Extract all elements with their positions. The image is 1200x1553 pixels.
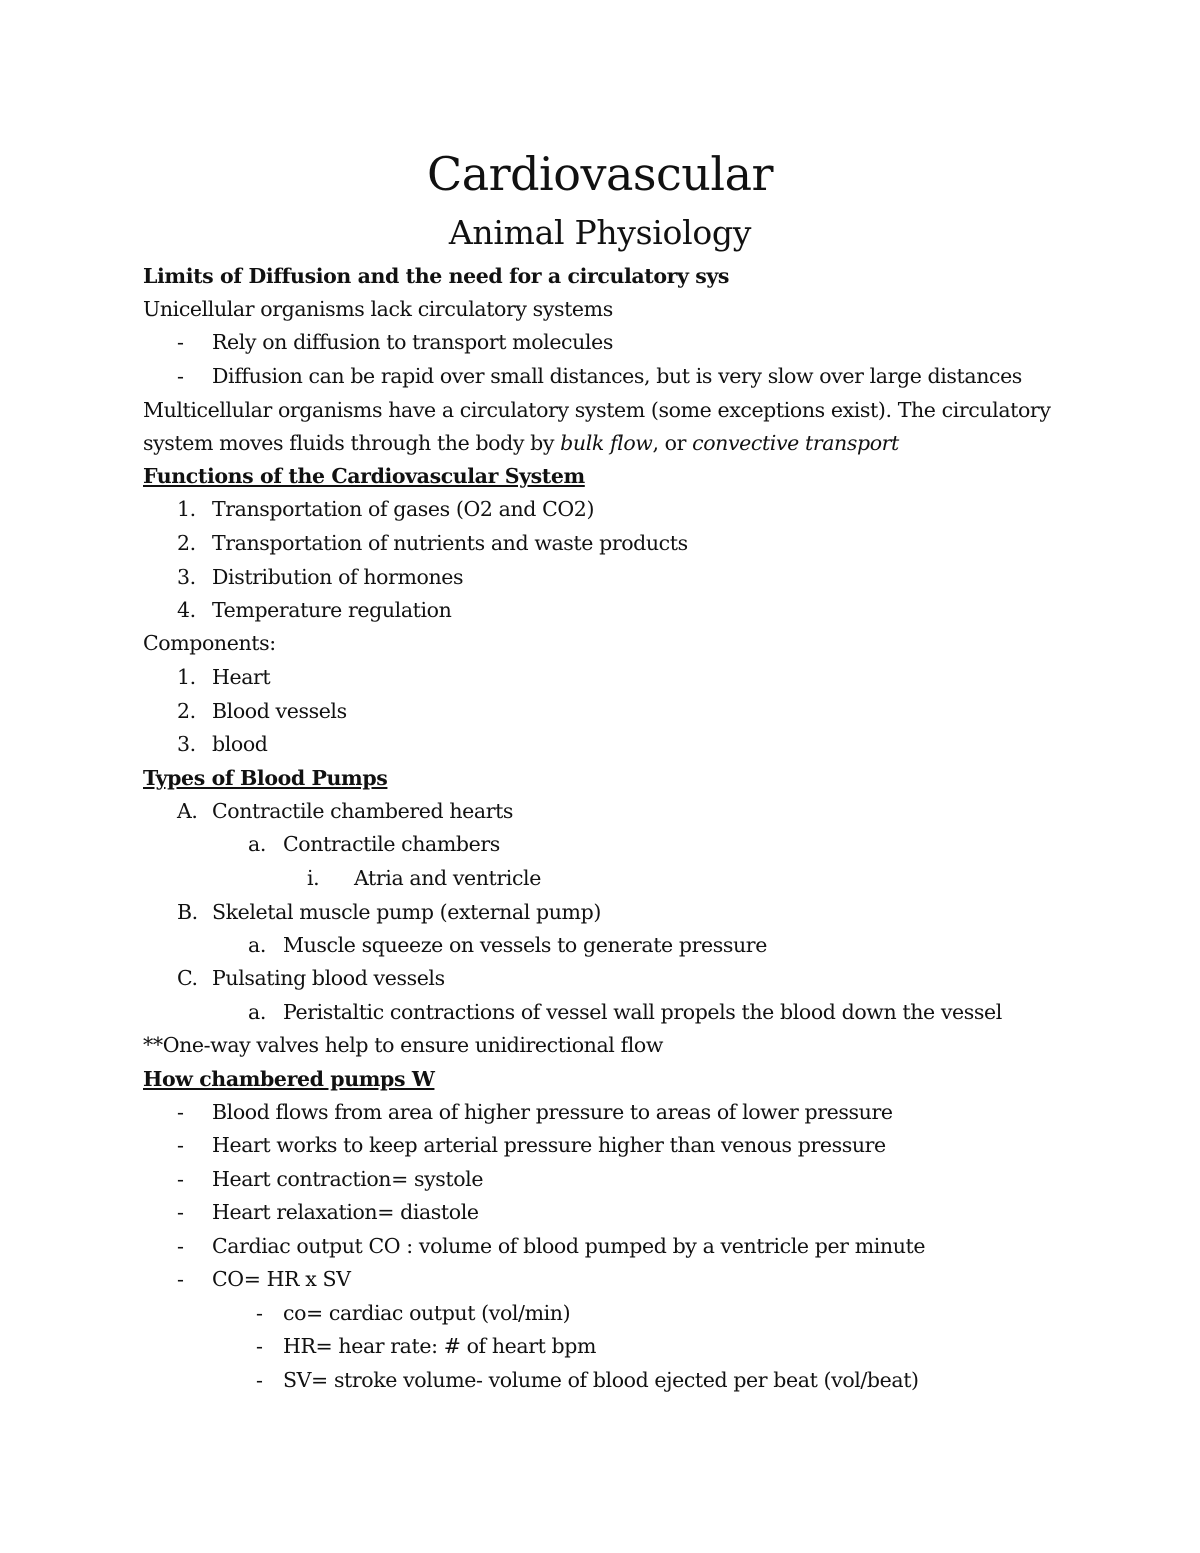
list-item: Transportation of gases (O2 and CO2) <box>212 497 595 521</box>
list-number: 2. <box>177 531 196 555</box>
list-item: Transportation of nutrients and waste products <box>212 531 688 555</box>
list-item: Heart works to keep arterial pressure higher than venous pressure <box>212 1133 886 1157</box>
bullet-dash: - <box>256 1301 263 1325</box>
components-label: Components: <box>143 631 276 655</box>
bullet-dash: - <box>177 1133 184 1157</box>
bullet-dash: - <box>177 1167 184 1191</box>
list-item: Blood vessels <box>212 699 347 723</box>
list-number: 4. <box>177 598 196 622</box>
body-text: Unicellular organisms lack circulatory systems <box>143 297 613 321</box>
list-item: CO= HR x SV <box>212 1267 351 1291</box>
list-item: SV= stroke volume- volume of blood ejected per beat (vol/beat) <box>283 1368 919 1392</box>
list-item: Heart relaxation= diastole <box>212 1200 479 1224</box>
list-number: 3. <box>177 732 196 756</box>
list-letter: a. <box>248 1000 266 1024</box>
list-number: 3. <box>177 565 196 589</box>
list-letter: B. <box>177 900 198 924</box>
list-item: blood <box>212 732 268 756</box>
list-item: co= cardiac output (vol/min) <box>283 1301 571 1325</box>
body-text: Multicellular organisms have a circulatory system (some exceptions exist). The circulatory <box>143 398 1051 422</box>
text-run: system moves fluids through the body by <box>143 431 561 455</box>
list-item: Contractile chambers <box>283 832 500 856</box>
list-letter: a. <box>248 832 266 856</box>
section-heading-pump-types: Types of Blood Pumps <box>143 766 388 790</box>
list-item: Pulsating blood vessels <box>212 966 445 990</box>
note-text: **One-way valves help to ensure unidirectional flow <box>143 1033 663 1057</box>
list-item: Muscle squeeze on vessels to generate pressure <box>283 933 767 957</box>
list-letter: A. <box>177 799 198 823</box>
bullet-dash: - <box>177 1100 184 1124</box>
bullet-dash: - <box>177 330 184 354</box>
list-letter: a. <box>248 933 266 957</box>
list-item: Heart <box>212 665 271 689</box>
list-roman: i. <box>307 866 320 890</box>
list-item: Temperature regulation <box>212 598 452 622</box>
bullet-dash: - <box>256 1334 263 1358</box>
text-run: , or <box>652 431 693 455</box>
bullet-dash: - <box>177 1200 184 1224</box>
section-heading-diffusion: Limits of Diffusion and the need for a circulatory sys <box>143 264 730 288</box>
list-item: Peristaltic contractions of vessel wall propels the blood down the vessel <box>283 1000 1002 1024</box>
bullet-dash: - <box>177 1267 184 1291</box>
list-item: HR= hear rate: # of heart bpm <box>283 1334 597 1358</box>
list-number: 1. <box>177 497 196 521</box>
section-heading-chambered-pumps: How chambered pumps W <box>143 1067 435 1091</box>
list-number: 2. <box>177 699 196 723</box>
bullet-dash: - <box>256 1368 263 1392</box>
page-title: Cardiovascular <box>427 147 773 201</box>
list-item: Heart contraction= systole <box>212 1167 484 1191</box>
bullet-dash: - <box>177 1234 184 1258</box>
list-item: Rely on diffusion to transport molecules <box>212 330 613 354</box>
list-item: Atria and ventricle <box>354 866 541 890</box>
list-item: Cardiac output CO : volume of blood pumped by a ventricle per minute <box>212 1234 926 1258</box>
list-letter: C. <box>177 966 198 990</box>
list-item: Skeletal muscle pump (external pump) <box>212 900 601 924</box>
list-number: 1. <box>177 665 196 689</box>
list-item: Distribution of hormones <box>212 565 464 589</box>
emphasis-bulk-flow: bulk flow <box>560 431 653 455</box>
emphasis-convective-transport: convective transport <box>692 431 899 455</box>
page-subtitle: Animal Physiology <box>448 213 752 252</box>
bullet-dash: - <box>177 364 184 388</box>
list-item: Blood flows from area of higher pressure to areas of lower pressure <box>212 1100 893 1124</box>
body-text-mixed <box>143 429 899 457</box>
list-item: Diffusion can be rapid over small distances, but is very slow over large distances <box>212 364 1022 388</box>
list-item: Contractile chambered hearts <box>212 799 514 823</box>
section-heading-functions: Functions of the Cardiovascular System <box>143 464 585 488</box>
